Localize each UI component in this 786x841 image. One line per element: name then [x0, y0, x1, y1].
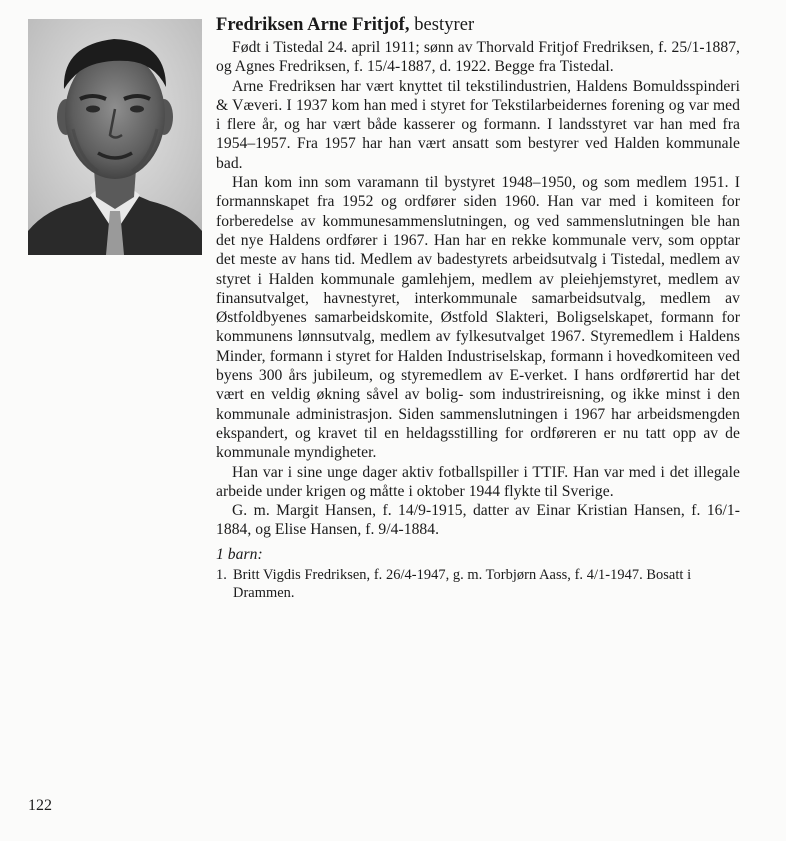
page-number: 122: [28, 797, 52, 814]
career-paragraph: Arne Fredriksen har vært knyttet til tekstilindustrien, Haldens Bomuldsspinderi & Væveri. I 1937 kom han med i styret for Tekstilarbeidernes forening og var med i flere år, og har vært både kasserer og formann. I landsstyret var han med fra 1954–1957. Fra 1957 har han vært ansatt som bestyrer ved Halden kommunale bad.: [216, 77, 740, 172]
children-label: 1 barn:: [216, 545, 263, 563]
marriage-paragraph: G. m. Margit Hansen, f. 14/9-1915, datter av Einar Kristian Hansen, f. 16/1-1884, og Elise Hansen, f. 9/4-1884.: [216, 502, 740, 539]
birth-paragraph: Født i Tistedal 24. april 1911; sønn av Thorvald Fritjof Fredriksen, f. 25/1-1887, og Agnes Fredriksen, f. 15/4-1887, d. 1922. Begge fra Tistedal.: [216, 39, 740, 76]
person-name: Fredriksen Arne Fritjof,: [216, 15, 410, 35]
political-paragraph: Han kom inn som varamann til bystyret 1948–1950, og som medlem 1951. I formannskapet fra 1952 og ordfører siden 1960. Han var med i komiteen for forberedelse av kommunesammenslutningen, og ved sammenslutningen ble han det nye Haldens ordfører i 1967. Han har en rekke kommunale verv, som opptar det meste av hans tid. Medlem av badestyrets arbeidsutvalg i Tistedal, medlem av styret i Halden kommunale gamlehjem, medlem av pleiehjemstyret, medlem av finansutvalget, havnestyret, interkommunale samarbeidsutvalg, medlem av Østfoldbyenes samarbeidskomite, Østfold Slakteri, Boligselskapet, formann for kommunens lønnsutvalg, medlem av fylkesutvalget 1967. Styremedlem i Haldens Minder, formann i styret for Halden Industriselskap, formann i hovedkomiteen ved byens 300 års jubileum, og styremedlem av E-verket. I hans ordførertid har det vært en veldig økning såvel av bolig- som industrireisning, og ikke minst i den kommunale administrasjon. Siden sammenslutningen i 1967 har arbeidsmengden ekspandert, og kravet til en heldagsstilling for ordføreren er nu tatt opp av de kommunale myndigheter.: [216, 174, 740, 462]
person-title: bestyrer: [409, 15, 475, 35]
child-item: [216, 566, 740, 602]
portrait-photo: [28, 19, 202, 255]
entry-heading: [216, 14, 740, 36]
personal-paragraph: Han var i sine unge dager aktiv fotballspiller i TTIF. Han var med i det illegale arbeide under krigen og måtte i oktober 1944 flykte til Sverige.: [216, 463, 740, 500]
child-number: 1.: [216, 567, 227, 584]
child-text: Britt Vigdis Fredriksen, f. 26/4-1947, g. m. Torbjørn Aass, f. 4/1-1947. Bosatt i Drammen.: [233, 567, 692, 602]
biography-entry: [216, 14, 740, 602]
